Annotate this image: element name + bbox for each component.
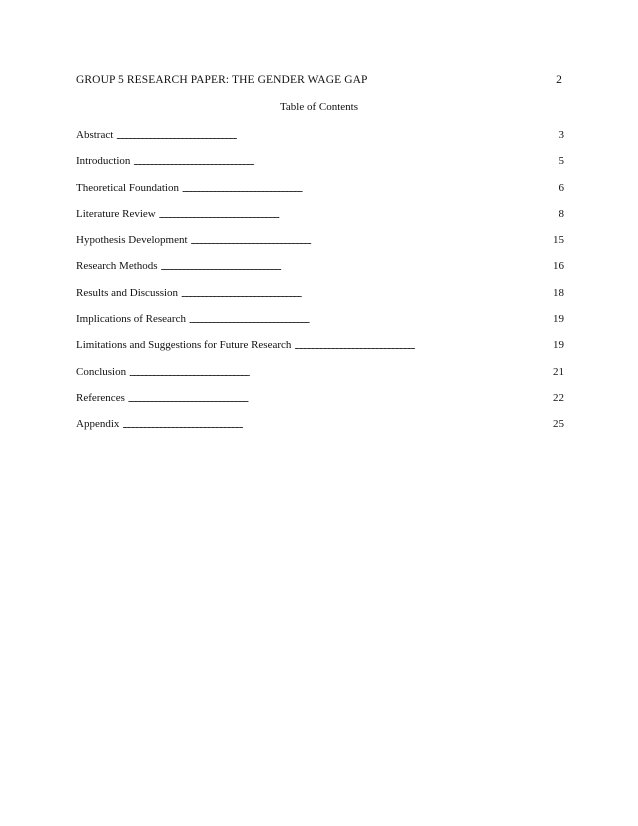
table-of-contents (76, 129, 564, 445)
dot-leader (129, 367, 550, 380)
dot-leader (116, 130, 555, 143)
toc-entry-page: 25 (553, 418, 564, 431)
page-number: 2 (556, 74, 562, 86)
toc-entry-label: Research Methods (76, 260, 158, 273)
toc-entry-abstract[interactable] (76, 129, 564, 155)
dot-leader (159, 209, 556, 222)
toc-entry-label: Abstract (76, 129, 114, 141)
dot-leader (128, 393, 550, 406)
toc-entry-literature-review[interactable] (76, 208, 564, 234)
toc-entry-label: Theoretical Foundation (76, 181, 179, 194)
toc-entry-label: Implications of Research (76, 313, 186, 326)
toc-entry-label: References (76, 391, 125, 404)
toc-entry-page: 19 (553, 313, 564, 326)
toc-entry-page: 5 (558, 155, 564, 168)
toc-entry-page: 3 (558, 129, 564, 141)
toc-entry-introduction[interactable] (76, 155, 564, 181)
toc-entry-references[interactable] (76, 392, 564, 418)
dot-leader (181, 288, 550, 301)
toc-entry-label: Hypothesis Development (76, 234, 188, 247)
toc-entry-limitations[interactable] (76, 339, 564, 365)
toc-heading: Table of Contents (279, 101, 359, 113)
toc-entry-label: Introduction (76, 155, 131, 168)
dot-leader (161, 261, 550, 274)
dot-leader (294, 340, 550, 353)
toc-entry-results-and-discussion[interactable] (76, 287, 564, 313)
toc-entry-label: Appendix (76, 418, 120, 431)
toc-entry-page: 19 (553, 339, 564, 352)
toc-entry-label: Conclusion (76, 365, 127, 378)
dot-leader (182, 183, 556, 196)
toc-entry-page: 22 (553, 391, 564, 404)
running-title: GROUP 5 RESEARCH PAPER: THE GENDER WAGE GAP (76, 74, 368, 86)
toc-entry-page: 21 (553, 365, 564, 378)
toc-entry-appendix[interactable] (76, 418, 564, 444)
toc-entry-research-methods[interactable] (76, 260, 564, 286)
toc-entry-conclusion[interactable] (76, 366, 564, 392)
toc-entry-page: 16 (553, 260, 564, 273)
toc-entry-label: Limitations and Suggestions for Future Research (76, 339, 292, 352)
dot-leader (122, 419, 550, 432)
dot-leader (133, 156, 555, 169)
toc-entry-page: 8 (558, 207, 564, 220)
toc-entry-label: Results and Discussion (76, 286, 179, 299)
toc-entry-page: 15 (553, 234, 564, 247)
toc-entry-theoretical-foundation[interactable] (76, 182, 564, 208)
toc-entry-page: 6 (558, 181, 564, 194)
toc-entry-page: 18 (553, 286, 564, 299)
dot-leader (189, 314, 550, 327)
dot-leader (191, 235, 550, 248)
toc-entry-implications[interactable] (76, 313, 564, 339)
toc-entry-hypothesis-development[interactable] (76, 234, 564, 260)
toc-entry-label: Literature Review (76, 207, 156, 220)
